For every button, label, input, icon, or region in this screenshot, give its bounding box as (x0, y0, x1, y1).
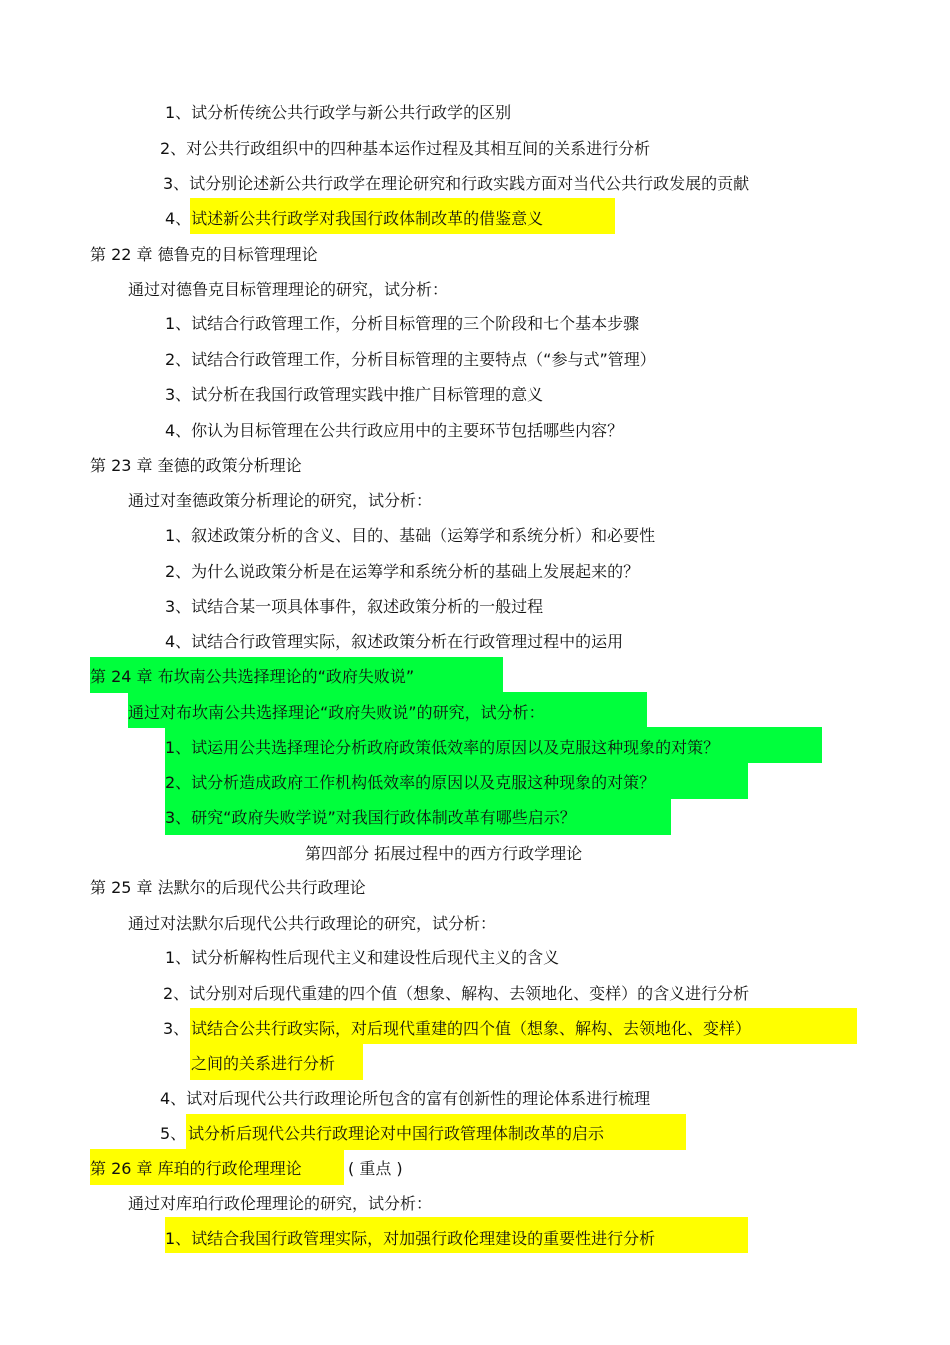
part-heading: 第四部分 拓展过程中的西方行政学理论 (305, 844, 583, 863)
ch26-item-1: 1、试结合我国行政管理实际，对加强行政伦理建设的重要性进行分析 (165, 1229, 656, 1248)
ch22-intro: 通过对德鲁克目标管理理论的研究，试分析： (128, 280, 449, 299)
ch24-item-3: 3、研究“政府失败学说”对我国行政体制改革有哪些启示？ (165, 808, 576, 827)
ch25-item-5-number: 5、 (160, 1124, 187, 1143)
ch25-item-1: 1、试分析解构性后现代主义和建设性后现代主义的含义 (165, 948, 560, 967)
ch21-item-1: 1、试分析传统公共行政学与新公共行政学的区别 (165, 103, 512, 122)
ch23-item-4: 4、试结合行政管理实际，叙述政策分析在行政管理过程中的运用 (165, 632, 624, 651)
ch22-item-2: 2、试结合行政管理工作，分析目标管理的主要特点（“参与式”管理） (165, 350, 656, 369)
ch23-intro: 通过对奎德政策分析理论的研究，试分析： (128, 491, 433, 510)
ch25-item-5: 试分析后现代公共行政理论对中国行政管理体制改革的启示 (188, 1124, 605, 1143)
ch25-item-3-line2: 之间的关系进行分析 (191, 1054, 336, 1073)
ch25-item-3-line1: 试结合公共行政实际，对后现代重建的四个值（想象、解构、去领地化、变样） (191, 1019, 752, 1038)
ch22-title: 第 22 章 德鲁克的目标管理理论 (90, 245, 318, 264)
ch24-intro: 通过对布坎南公共选择理论“政府失败说”的研究，试分析： (128, 703, 545, 722)
ch22-item-3: 3、试分析在我国行政管理实践中推广目标管理的意义 (165, 385, 544, 404)
ch22-item-4: 4、你认为目标管理在公共行政应用中的主要环节包括哪些内容？ (165, 421, 624, 440)
ch23-item-1: 1、叙述政策分析的含义、目的、基础（运筹学和系统分析）和必要性 (165, 526, 656, 545)
ch23-item-2: 2、为什么说政策分析是在运筹学和系统分析的基础上发展起来的？ (165, 562, 640, 581)
ch26-note: ( 重点 ) (348, 1159, 403, 1178)
ch26-title: 第 26 章 库珀的行政伦理理论 (90, 1159, 302, 1178)
ch23-title: 第 23 章 奎德的政策分析理论 (90, 456, 302, 475)
ch24-item-1: 1、试运用公共选择理论分析政府政策低效率的原因以及克服这种现象的对策？ (165, 738, 720, 757)
ch25-item-3-number: 3、 (163, 1019, 190, 1038)
ch25-intro: 通过对法默尔后现代公共行政理论的研究，试分析： (128, 914, 497, 933)
ch21-item-2: 2、对公共行政组织中的四种基本运作过程及其相互间的关系进行分析 (160, 139, 651, 158)
ch25-item-4: 4、试对后现代公共行政理论所包含的富有创新性的理论体系进行梳理 (160, 1089, 651, 1108)
ch24-item-2: 2、试分析造成政府工作机构低效率的原因以及克服这种现象的对策？ (165, 773, 656, 792)
ch24-title: 第 24 章 布坎南公共选择理论的“政府失败说” (90, 667, 415, 686)
ch22-item-1: 1、试结合行政管理工作，分析目标管理的三个阶段和七个基本步骤 (165, 314, 640, 333)
ch25-title: 第 25 章 法默尔的后现代公共行政理论 (90, 878, 366, 897)
ch21-item-3: 3、试分别论述新公共行政学在理论研究和行政实践方面对当代公共行政发展的贡献 (163, 174, 750, 193)
ch23-item-3: 3、试结合某一项具体事件，叙述政策分析的一般过程 (165, 597, 544, 616)
ch26-intro: 通过对库珀行政伦理理论的研究，试分析： (128, 1194, 433, 1213)
ch21-item-4: 4、试述新公共行政学对我国行政体制改革的借鉴意义 (165, 209, 544, 228)
ch25-item-2: 2、试分别对后现代重建的四个值（想象、解构、去领地化、变样）的含义进行分析 (163, 984, 750, 1003)
